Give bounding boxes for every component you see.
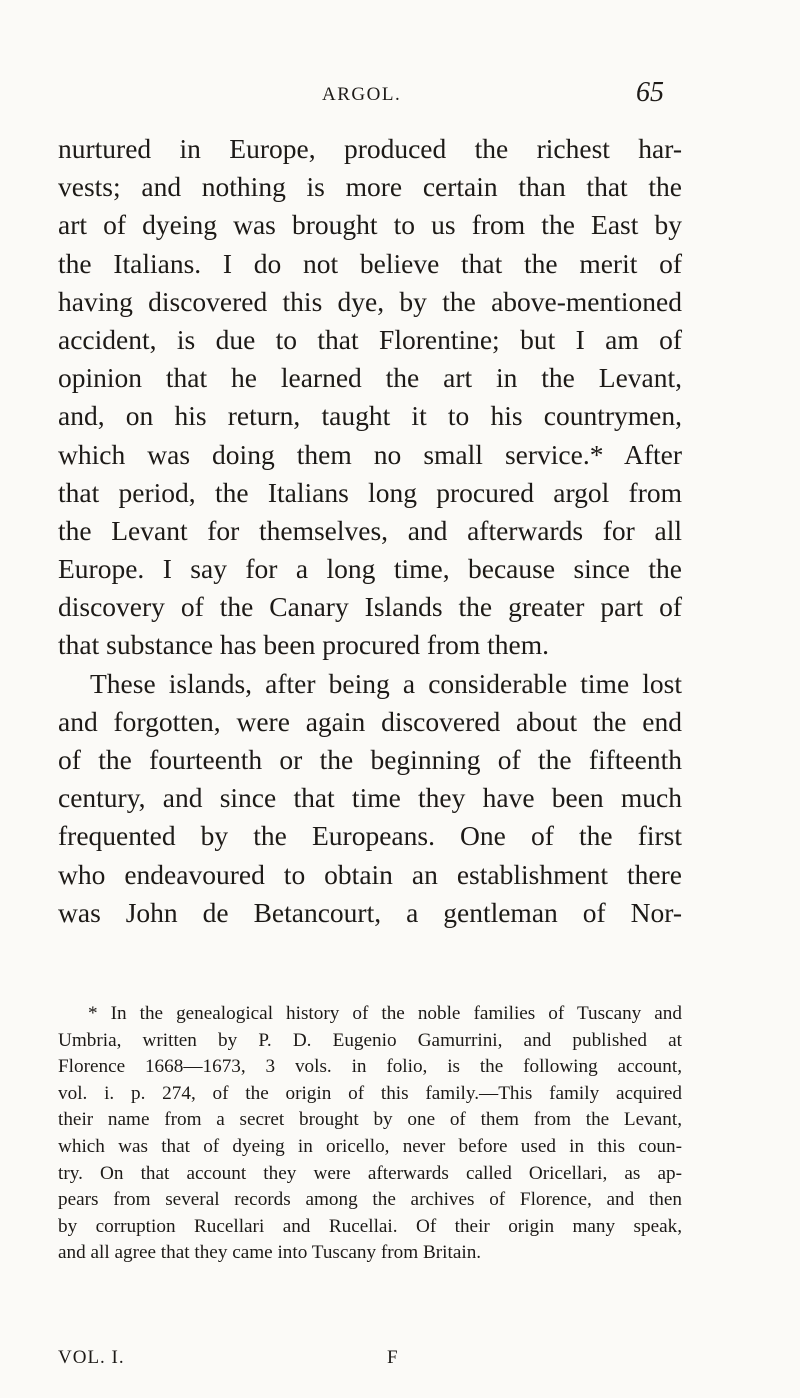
body-line: and, on his return, taught it to his countrymen, xyxy=(58,400,682,432)
footnote-line: by corruption Rucellari and Rucellai. Of their origin many speak, xyxy=(58,1215,682,1237)
footnote xyxy=(58,1001,682,1267)
footnote-line: and all agree that they came into Tuscany from Britain. xyxy=(58,1242,482,1264)
body-line: the Levant for themselves, and afterwards for all xyxy=(58,514,682,546)
body-line: discovery of the Canary Islands the greater part of xyxy=(58,591,682,623)
body-line: and forgotten, were again discovered about the end xyxy=(58,705,682,737)
body-line: vests; and nothing is more certain than that the xyxy=(58,171,682,203)
footnote-line: Umbria, written by P. D. Eugenio Gamurrini, and published at xyxy=(58,1029,682,1051)
body-line: the Italians. I do not believe that the merit of xyxy=(58,247,682,279)
body-line: that period, the Italians long procured argol from xyxy=(58,476,682,508)
signature-mark: F xyxy=(387,1347,398,1368)
footnote-line: try. On that account they were afterwards called Oricellari, as ap- xyxy=(58,1162,682,1184)
body-line: who endeavoured to obtain an establishment there xyxy=(58,858,682,890)
body-line: frequented by the Europeans. One of the first xyxy=(58,820,682,852)
body-line: of the fourteenth or the beginning of the fifteenth xyxy=(58,744,682,775)
body-line: century, and since that time they have been much xyxy=(58,782,682,814)
body-line: Europe. I say for a long time, because since the xyxy=(58,553,682,585)
body-line: that substance has been procured from them. xyxy=(58,629,550,661)
body-text xyxy=(58,130,682,932)
footnote-line: which was that of dyeing in oricello, never before used in this coun- xyxy=(58,1135,682,1157)
body-line: was John de Betancourt, a gentleman of Nor- xyxy=(58,896,682,928)
page-number: 65 xyxy=(636,77,664,108)
footnote-line: * In the genealogical history of the noble families of Tuscany and xyxy=(88,1003,682,1024)
body-line: nurtured in Europe, produced the richest har- xyxy=(58,133,682,164)
body-line: accident, is due to that Florentine; but I am of xyxy=(58,323,682,355)
footnote-line: pears from several records among the archives of Florence, and then xyxy=(58,1189,682,1211)
footnote-line: their name from a secret brought by one of them from the Levant, xyxy=(58,1109,682,1131)
running-head: ARGOL. xyxy=(322,84,402,105)
body-line: These islands, after being a considerable time lost xyxy=(90,667,682,699)
footnote-line: Florence 1668—1673, 3 vols. in folio, is the following account, xyxy=(58,1056,682,1078)
footnote-line: vol. i. p. 274, of the origin of this family.—This family acquired xyxy=(58,1082,682,1104)
body-line: which was doing them no small service.* After xyxy=(58,438,682,470)
volume-mark: VOL. I. xyxy=(58,1347,125,1368)
body-line: opinion that he learned the art in the Levant, xyxy=(58,362,682,394)
body-line: having discovered this dye, by the above-mentioned xyxy=(58,285,682,317)
body-line: art of dyeing was brought to us from the East by xyxy=(58,209,682,241)
